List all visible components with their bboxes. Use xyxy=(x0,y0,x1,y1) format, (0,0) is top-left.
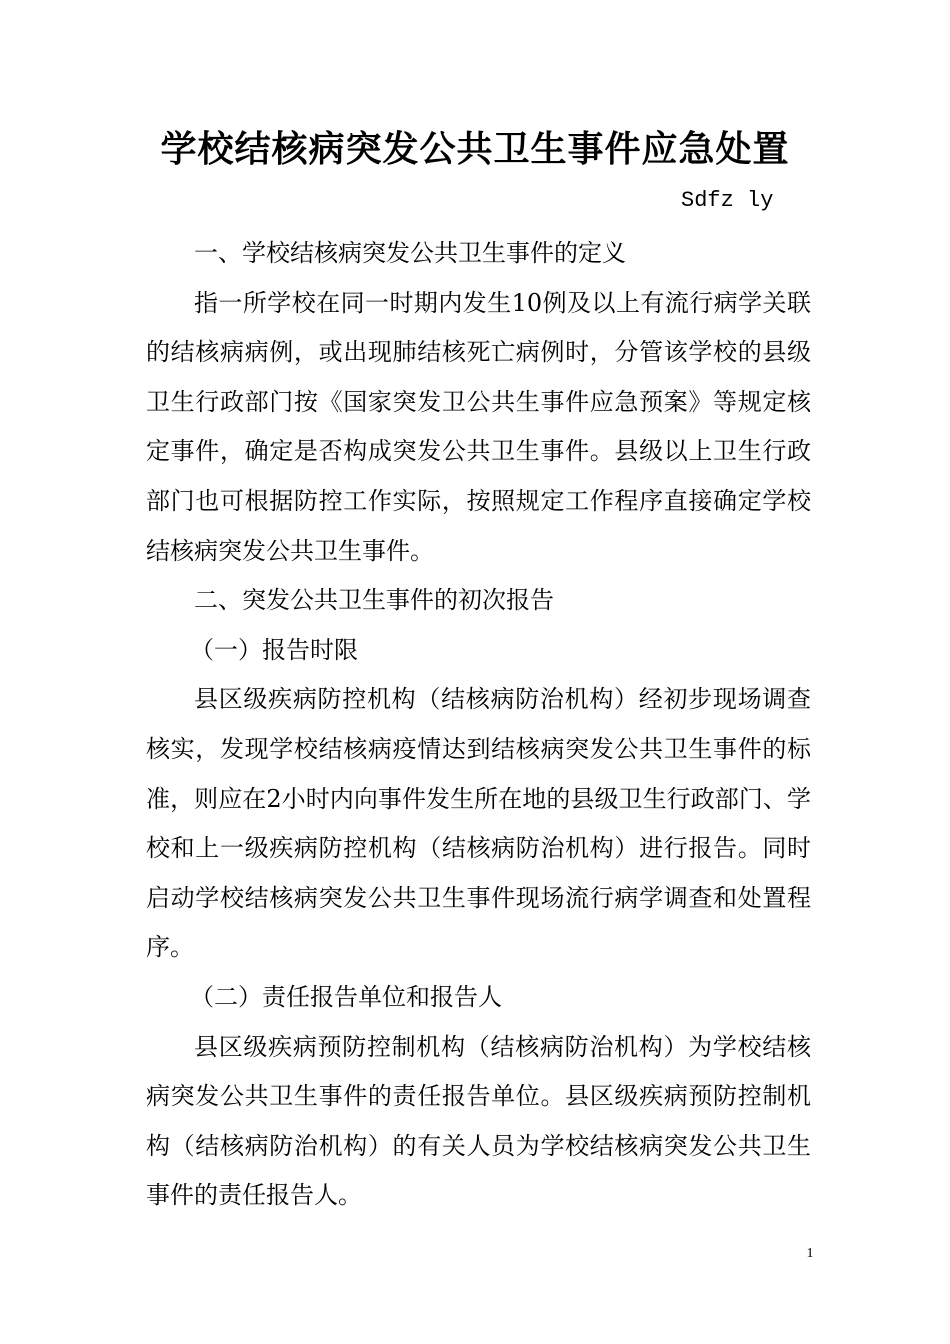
author-line: Sdfz ly xyxy=(681,188,774,213)
subheading-responsible-reporter: （二）责任报告单位和报告人 xyxy=(190,982,502,1011)
paragraph-definition: 指一所学校在同一时期内发生10例及以上有流行病学关联的结核病病例，或出现肺结核死亡病例时，分管该学校的县级卫生行政部门按《国家突发卫公共生事件应急预案》等规定核定事件，确定是否构成突发公共卫生事件。县级以上卫生行政部门也可根据防控工作实际，按照规定工作程序直接确定学校结核病突发公共卫生事件。 xyxy=(146,288,811,565)
page-number: 1 xyxy=(806,1246,814,1261)
section-heading-initial-report: 二、突发公共卫生事件的初次报告 xyxy=(194,586,554,615)
paragraph-report-deadline: 县区级疾病防控机构（结核病防治机构）经初步现场调查核实，发现学校结核病疫情达到结核病突发公共卫生事件的标准，则应在2小时内向事件发生所在地的县级卫生行政部门、学校和上一级疾病防控机构（结核病防治机构）进行报告。同时启动学校结核病突发公共卫生事件现场流行病学调查和处置程序。 xyxy=(146,685,811,962)
paragraph-responsible-reporter: 县区级疾病预防控制机构（结核病防治机构）为学校结核病突发公共卫生事件的责任报告单位。县区级疾病预防控制机构（结核病防治机构）的有关人员为学校结核病突发公共卫生事件的责任报告人。 xyxy=(146,1032,811,1210)
subheading-report-deadline: （一）报告时限 xyxy=(190,635,358,664)
document-body xyxy=(146,229,811,1221)
document-title: 学校结核病突发公共卫生事件应急处置 xyxy=(160,129,790,170)
section-heading-definition: 一、学校结核病突发公共卫生事件的定义 xyxy=(194,239,626,267)
